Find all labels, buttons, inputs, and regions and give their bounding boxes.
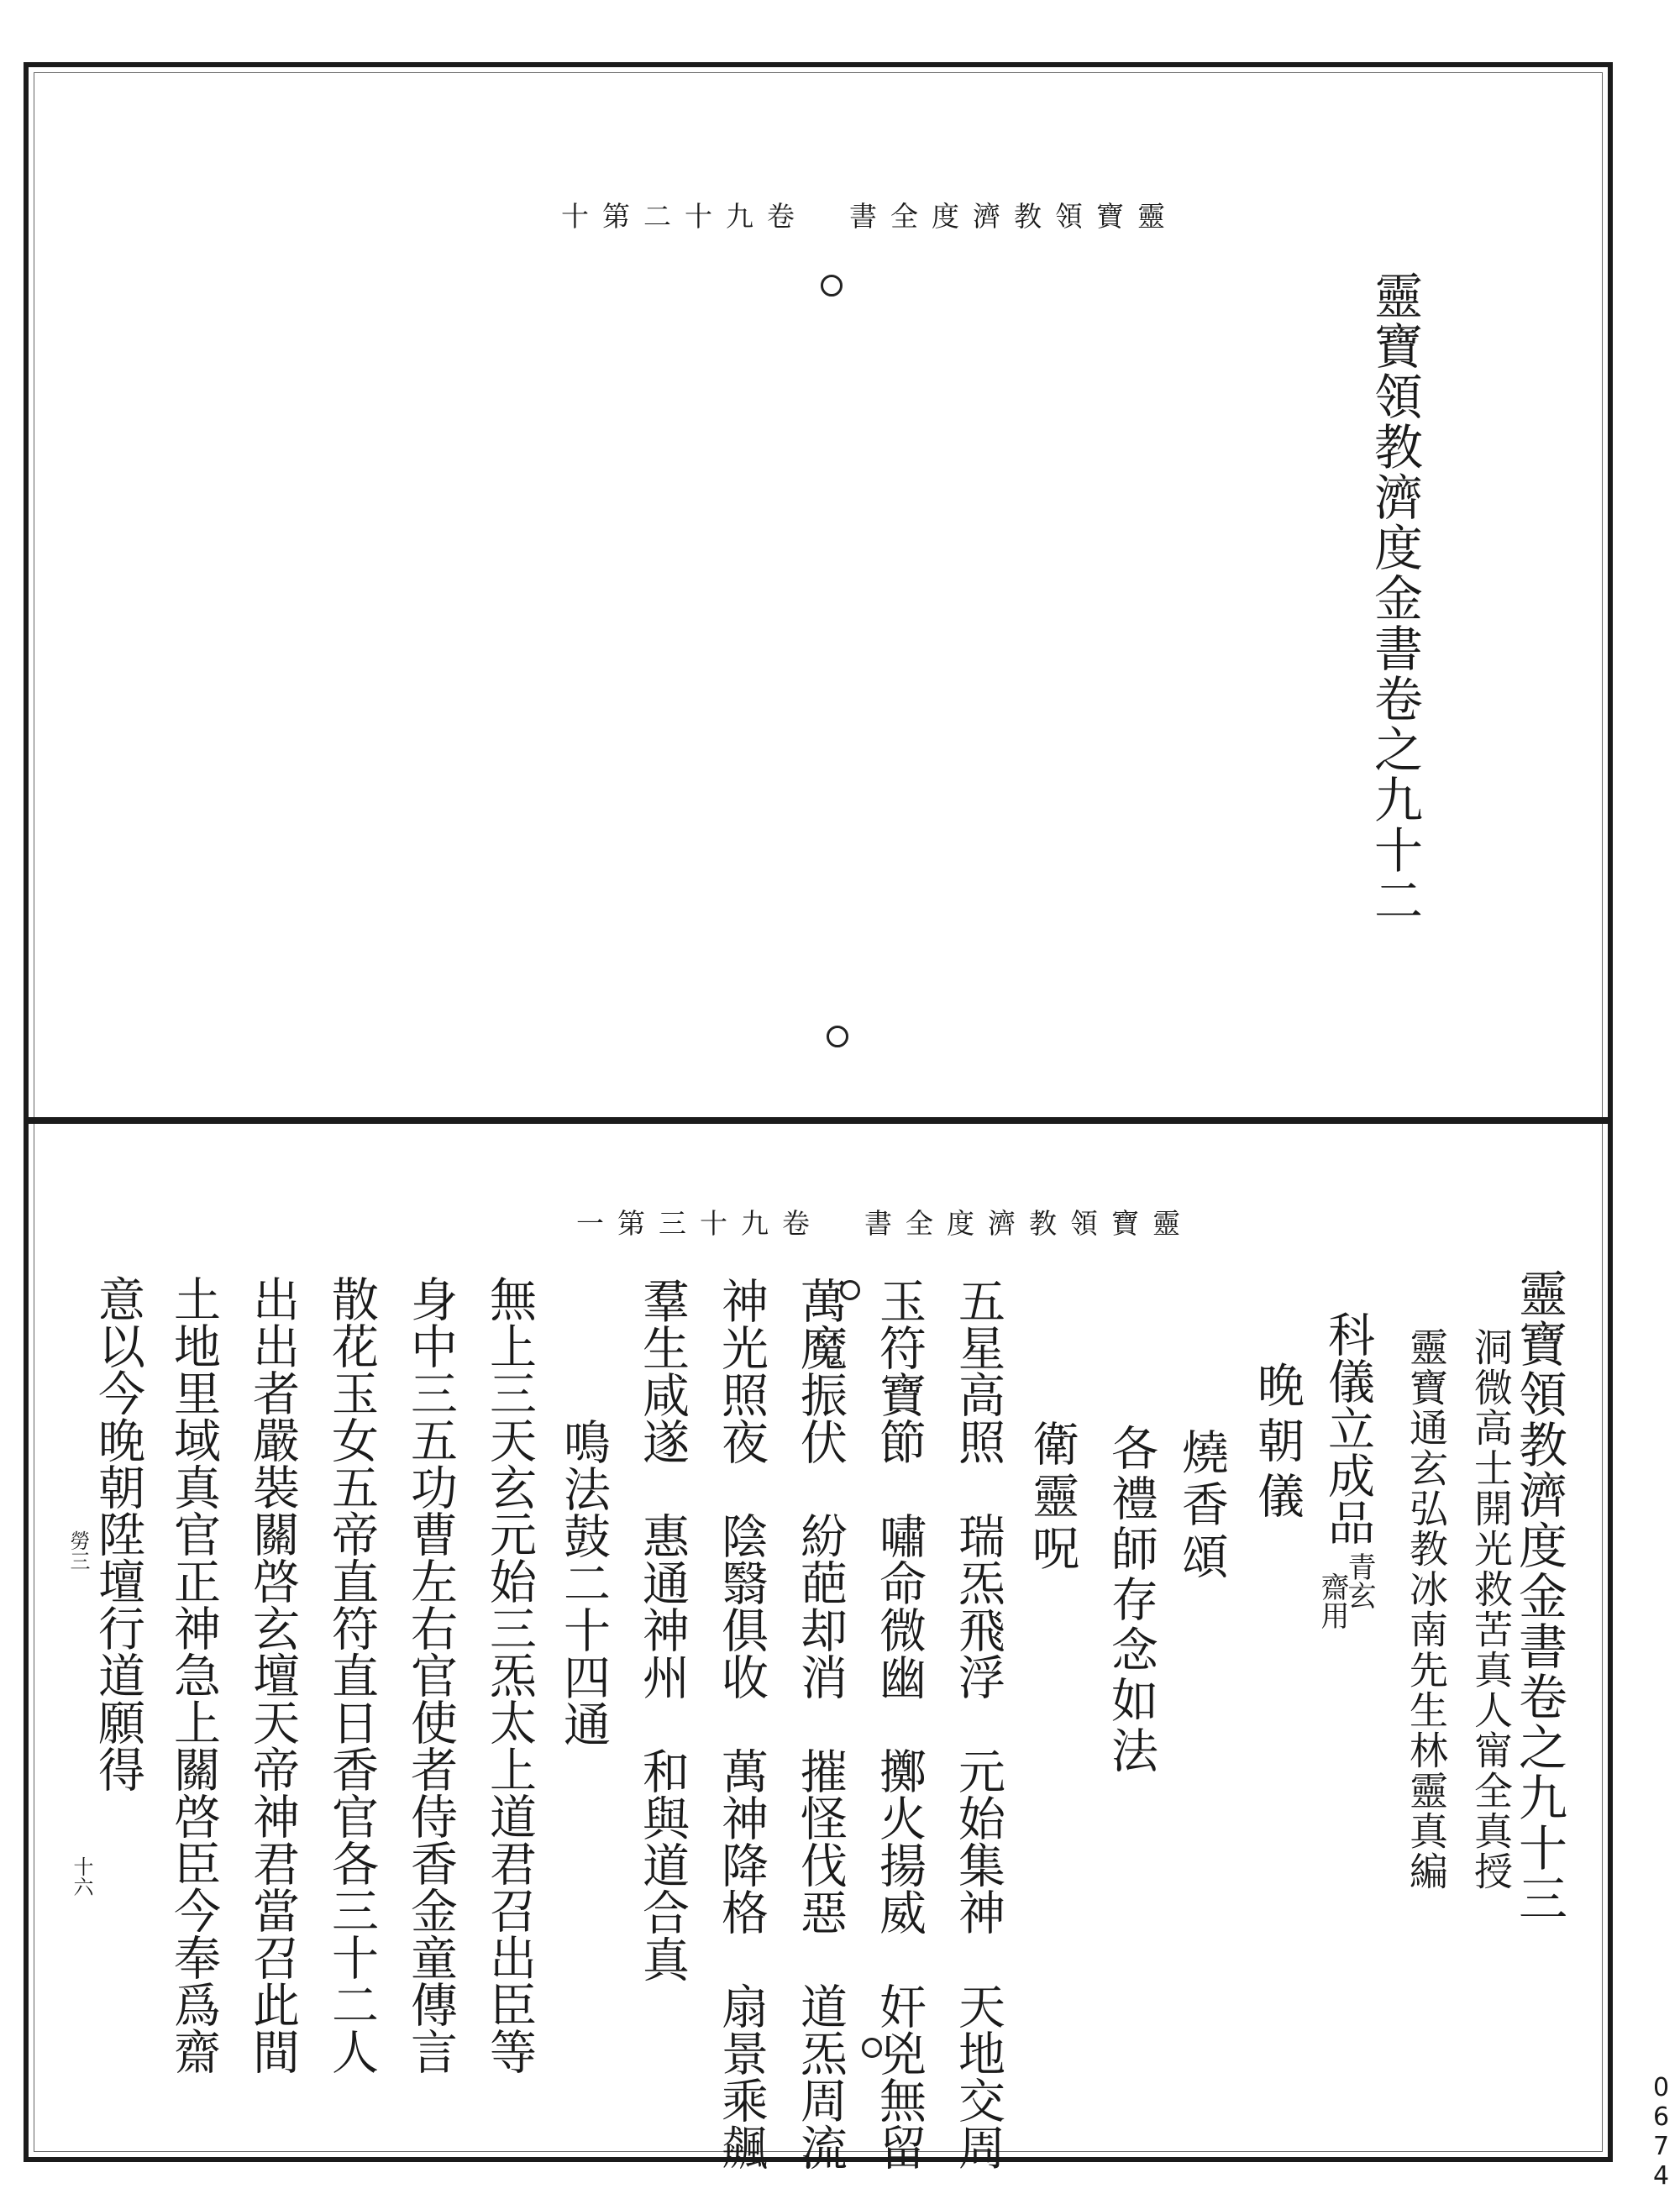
verse-line-4: 神光照夜 陰翳俱收 萬神降格 扇景乘飆 bbox=[714, 1277, 769, 2170]
rite-name: 晚朝儀 bbox=[1250, 1361, 1305, 1527]
top-circle-mark bbox=[821, 275, 843, 297]
prose-line-5: 土地里域真官正神急上關啓臣今奉爲齋 bbox=[166, 1275, 221, 2075]
verse-line-1: 五星高照 瑞炁飛浮 元始集神 天地交周 bbox=[951, 1277, 1005, 2170]
author-credit-1: 洞微高士開光救苦真人甯全真授 bbox=[1468, 1327, 1514, 1892]
item-guard-spell: 衛靈呪 bbox=[1025, 1420, 1079, 1576]
section-heading bbox=[1320, 1310, 1375, 1546]
verse-circle-mark-top bbox=[840, 1280, 860, 1300]
footer-leaf-number: 十六 bbox=[70, 1856, 93, 1897]
top-circle-mark-bottom bbox=[827, 1026, 848, 1047]
bottom-volume-title: 靈寶領教濟度金書卷之九十三 bbox=[1510, 1268, 1567, 1923]
footer-left-mark: 勞三 bbox=[66, 1530, 90, 1571]
verse-line-2: 玉符寶節 嘯命微幽 擲火揚威 奸兇無留 bbox=[872, 1277, 927, 2170]
verse-line-5: 羣生咸遂 惠通神州 和與道合真 bbox=[635, 1277, 690, 1982]
prose-line-4: 出出者嚴裝關啓玄壇天帝神君當召此間 bbox=[245, 1275, 300, 2075]
top-volume-title: 靈寶領教濟度金書卷之九十二 bbox=[1366, 270, 1423, 926]
verse-line-3: 萬魔振伏 紛葩却消 摧怪伐惡 道炁周流 bbox=[793, 1277, 848, 2170]
author-credit-2: 靈寶通玄弘教冰南先生林靈真編 bbox=[1404, 1327, 1449, 1892]
prose-line-2: 身中三五功曹左右官使者侍香金童傳言 bbox=[403, 1275, 458, 2075]
page-divider bbox=[25, 1117, 1611, 1124]
top-header: 十第二十九卷 書全度濟教領寶靈 bbox=[561, 200, 1179, 233]
prose-line-1: 無上三天玄元始三炁太上道君召出臣等 bbox=[482, 1275, 537, 2075]
bottom-header: 一第三十九卷 書全度濟教領寶靈 bbox=[576, 1207, 1194, 1240]
verse-circle-mark-bottom bbox=[862, 2038, 882, 2058]
prose-line-3: 散花玉女五帝直符直日香官各三十二人 bbox=[324, 1275, 379, 2075]
drum-instruction: 鳴法鼓二十四通 bbox=[556, 1418, 611, 1747]
item-salute-masters: 各禮師存念如法 bbox=[1104, 1424, 1158, 1777]
item-incense-hymn: 燒香頌 bbox=[1174, 1428, 1229, 1584]
section-note-1: 青玄 bbox=[1342, 1552, 1376, 1609]
section-main: 科儀立成品 bbox=[1320, 1310, 1375, 1546]
section-note-2: 齋用 bbox=[1315, 1572, 1349, 1630]
prose-line-6: 意以今晚朝陞壇行道願得 bbox=[91, 1275, 145, 1792]
page-number: 0674 bbox=[1646, 2073, 1676, 2191]
